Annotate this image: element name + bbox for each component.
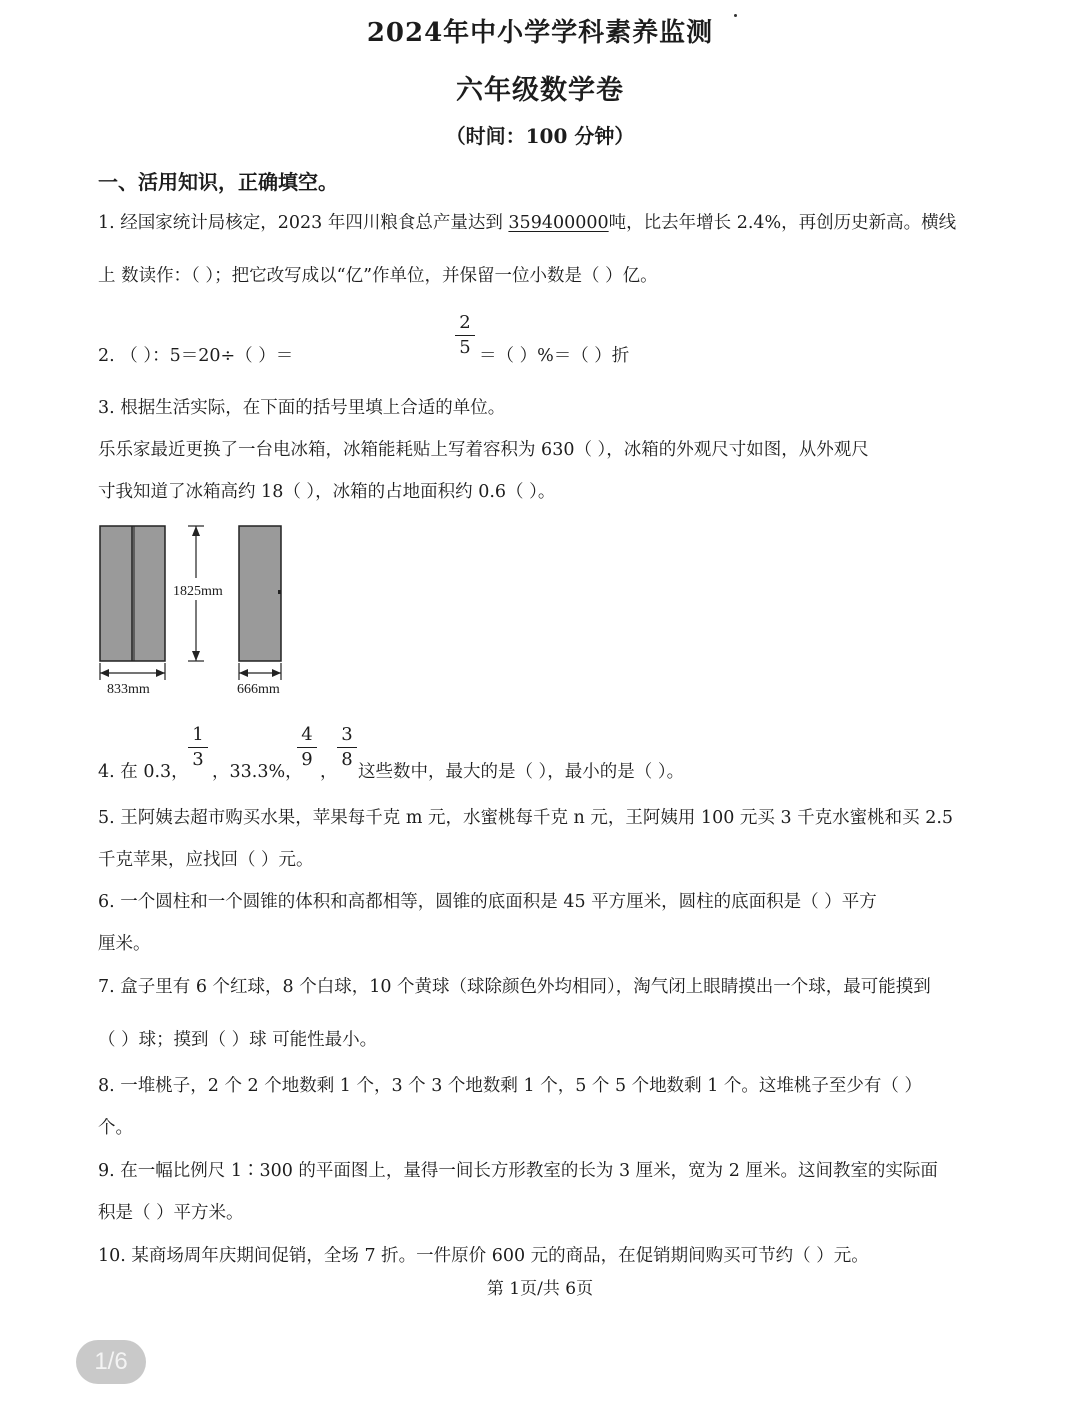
question-3-line2: 乐乐家最近更换了一台电冰箱，冰箱能耗贴上写着容积为 630（ ），冰箱的外观尺寸如图，从外观尺 — [98, 440, 869, 460]
height-arrow-down — [192, 651, 200, 661]
depth-arrow-left — [239, 669, 248, 677]
scan-speck — [734, 14, 737, 17]
exam-duration: （时间：100 分钟） — [445, 124, 635, 148]
width-arrow-left — [100, 669, 109, 677]
question-8-line2: 个。 — [98, 1118, 133, 1138]
question-3-line3: 寸我知道了冰箱高约 18（ ），冰箱的占地面积约 0.6（ ）。 — [98, 482, 556, 502]
question-2-left: 2. （ ）：5＝20÷（ ）＝ — [98, 346, 294, 366]
height-arrow-up — [192, 526, 200, 536]
question-9-line2: 积是（ ）平方米。 — [98, 1203, 244, 1223]
q1-text-a: 1. 经国家统计局核定，2023 年四川粮食总产量达到 — [98, 213, 509, 233]
q4-fraction-1 — [188, 724, 208, 771]
q4-fraction-1-numerator: 1 — [192, 724, 204, 745]
q4-fraction-3-denominator: 8 — [341, 749, 353, 770]
question-4-prefix: 4. 在 0.3， — [98, 762, 189, 782]
height-label: 1825mm — [173, 584, 223, 599]
q2-fraction — [455, 312, 475, 359]
fridge-side-view — [239, 526, 281, 661]
question-7-line2: （ ）球；摸到（ ）球 可能性最小。 — [98, 1030, 378, 1050]
question-9-line1: 9. 在一幅比例尺 1∶300 的平面图上，量得一间长方形教室的长为 3 厘米，宽为 2 厘米。这间教室的实际面 — [98, 1161, 938, 1181]
q2-fraction-denominator: 5 — [459, 337, 471, 358]
fraction-bar — [188, 747, 208, 748]
question-4-mid: ，33.3%， — [212, 762, 303, 782]
question-3-line1: 3. 根据生活实际，在下面的括号里填上合适的单位。 — [98, 398, 506, 418]
fraction-bar — [297, 747, 317, 748]
q4-comma: ， — [320, 762, 338, 782]
depth-arrow-right — [272, 669, 281, 677]
fraction-bar — [455, 335, 475, 336]
q1-text-b: 吨，比去年增长 2.4%，再创历史新高。横线 — [608, 213, 957, 233]
q4-fraction-3-numerator: 3 — [341, 724, 353, 745]
width-arrow-right — [156, 669, 165, 677]
depth-label: 666mm — [237, 682, 280, 697]
fraction-bar — [337, 747, 357, 748]
q4-fraction-2-denominator: 9 — [301, 749, 313, 770]
question-8-line1: 8. 一堆桃子，2 个 2 个地数剩 1 个，3 个 3 个地数剩 1 个，5 个 5 个地数剩 1 个。这堆桃子至少有（ ） — [98, 1076, 922, 1096]
width-label: 833mm — [107, 682, 150, 697]
question-6-line2: 厘米。 — [98, 934, 151, 954]
q2-fraction-numerator: 2 — [459, 312, 471, 333]
question-7-line1: 7. 盒子里有 6 个红球，8 个白球，10 个黄球（球除颜色外均相同），淘气闭上眼睛摸出一个球，最可能摸到 — [98, 977, 931, 997]
question-5-line2: 千克苹果，应找回（ ）元。 — [98, 850, 314, 870]
question-1-line2: 上 数读作：（ ）；把它改写成以“亿”作单位，并保留一位小数是（ ）亿。 — [98, 266, 658, 286]
fridge-dimension-figure — [92, 520, 312, 700]
q4-fraction-2 — [297, 724, 317, 771]
q4-fraction-3 — [337, 724, 357, 771]
page-title: 2024年中小学学科素养监测 — [366, 18, 714, 48]
page-subtitle: 六年级数学卷 — [456, 75, 624, 106]
q4-fraction-2-numerator: 4 — [301, 724, 313, 745]
question-10-line1: 10. 某商场周年庆期间促销，全场 7 折。一件原价 600 元的商品，在促销期间购买可节约（ ）元。 — [98, 1246, 869, 1266]
page-number-footer: 第 1页/共 6页 — [486, 1279, 594, 1299]
question-5-line1: 5. 王阿姨去超市购买水果，苹果每千克 m 元，水蜜桃每千克 n 元，王阿姨用 100 元买 3 千克水蜜桃和买 2.5 — [98, 808, 954, 828]
question-6-line1: 6. 一个圆柱和一个圆锥的体积和高都相等，圆锥的底面积是 45 平方厘米，圆柱的底面积是（ ）平方 — [98, 892, 877, 912]
q1-underlined-number: 359400000 — [508, 213, 609, 233]
question-1-line1 — [98, 209, 956, 234]
section-heading: 一、活用知识，正确填空。 — [98, 170, 338, 194]
viewer-page-indicator[interactable]: 1/6 — [76, 1340, 146, 1384]
fridge-handle — [278, 590, 281, 594]
question-2-right: ＝（ ）%＝（ ）折 — [479, 346, 630, 366]
question-4-suffix: 这些数中，最大的是（ ），最小的是（ ）。 — [358, 762, 685, 782]
q4-fraction-1-denominator: 3 — [192, 749, 204, 770]
